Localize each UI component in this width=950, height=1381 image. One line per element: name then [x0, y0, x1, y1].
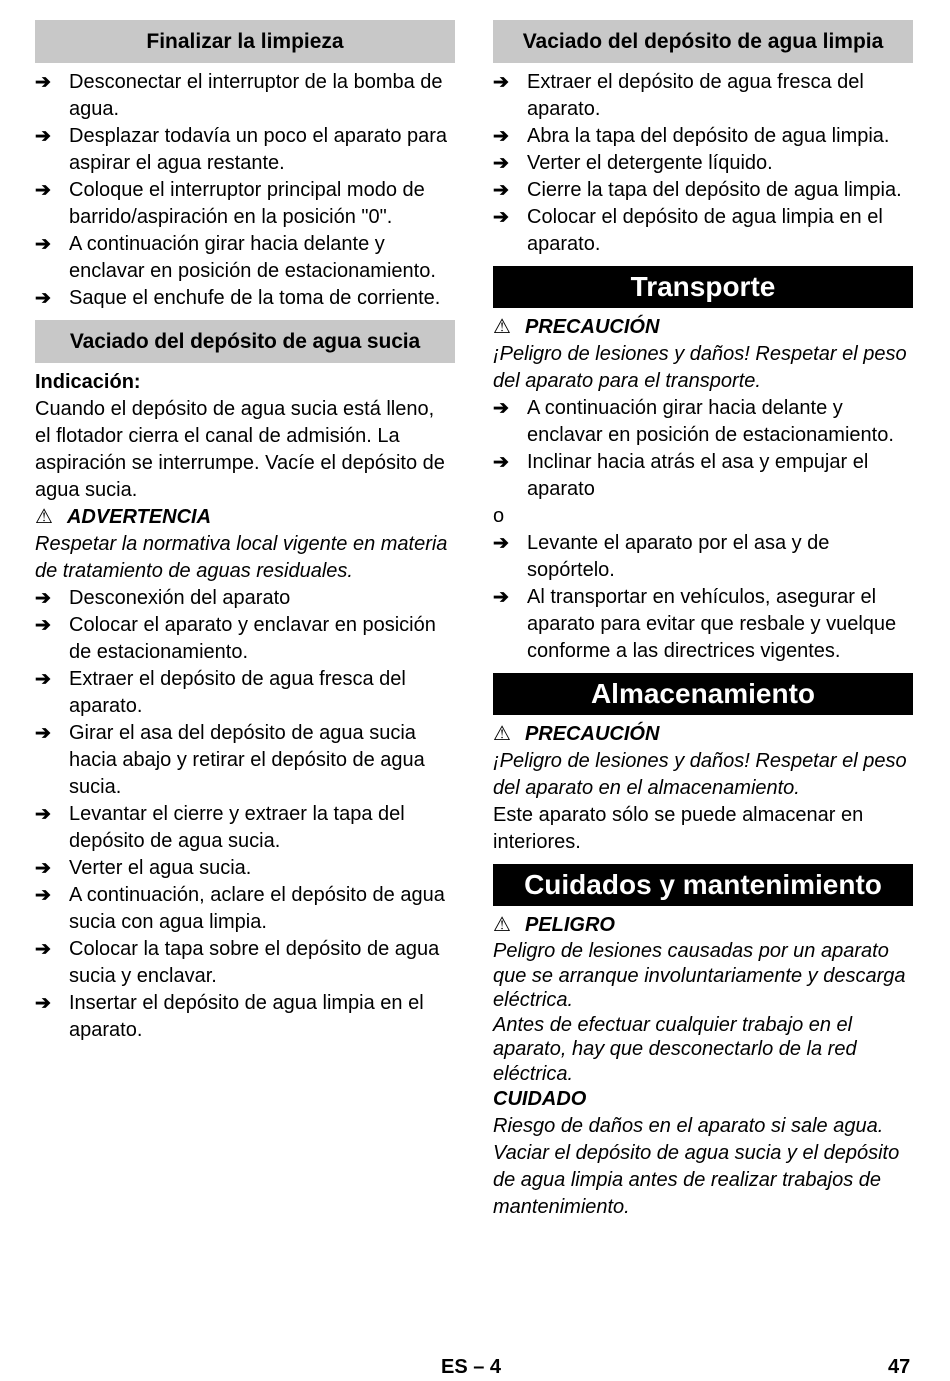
- arrow-right-icon: ➔: [493, 180, 509, 201]
- step-item: [35, 612, 455, 666]
- step-text: Levantar el cierre y extraer la tapa del depósito de agua sucia.: [69, 803, 405, 852]
- step-text: Girar el asa del depósito de agua sucia hacia abajo y retirar el depósito de agua sucia.: [69, 722, 425, 798]
- warning-triangle-icon: ⚠: [35, 506, 53, 528]
- danger-text-2: Antes de efectuar cualquier trabajo en el aparato, hay que desconectarlo de la red eléctrica.: [493, 1013, 857, 1085]
- caution-text-cuidado: Riesgo de daños en el aparato si sale agua. Vaciar el depósito de agua sucia y el depósito de agua limpia antes de realizar trabajos de mantenimiento.: [493, 1115, 900, 1218]
- step-item: [35, 177, 455, 231]
- note-label: Indicación:: [35, 371, 141, 393]
- step-item: [35, 666, 455, 720]
- step-text: Verter el detergente líquido.: [527, 152, 773, 174]
- arrow-right-icon: ➔: [35, 723, 51, 744]
- arrow-right-icon: ➔: [493, 153, 509, 174]
- step-item: [35, 69, 455, 123]
- step-item: [493, 69, 913, 123]
- arrow-right-icon: ➔: [35, 126, 51, 147]
- almacenamiento-caution-heading: [493, 721, 913, 748]
- arrow-right-icon: ➔: [493, 533, 509, 554]
- arrow-right-icon: ➔: [493, 126, 509, 147]
- step-item: [35, 990, 455, 1044]
- step-text: Colocar el aparato y enclavar en posición de estacionamiento.: [69, 614, 436, 663]
- step-item: [493, 177, 913, 204]
- step-item: [35, 285, 455, 312]
- arrow-right-icon: ➔: [35, 858, 51, 879]
- arrow-right-icon: ➔: [35, 588, 51, 609]
- step-item: [35, 231, 455, 285]
- step-item: [35, 882, 455, 936]
- footer-code: ES – 4: [441, 1356, 502, 1378]
- step-text: Desplazar todavía un poco el aparato para aspirar el agua restante.: [69, 125, 448, 174]
- arrow-right-icon: ➔: [35, 288, 51, 309]
- limpia-heading: Vaciado del depósito de agua limpia: [493, 20, 913, 63]
- left-column: [35, 20, 455, 1044]
- step-text: Al transportar en vehículos, asegurar el aparato para evitar que resbale y vuelque conforme a las directrices vigentes.: [527, 586, 897, 662]
- transporte-heading: Transporte: [493, 266, 913, 308]
- arrow-right-icon: ➔: [35, 993, 51, 1014]
- danger-heading: [493, 912, 913, 939]
- transporte-caution-text: ¡Peligro de lesiones y daños! Respetar el peso del aparato para el transporte.: [493, 343, 907, 392]
- step-item: [35, 855, 455, 882]
- almacenamiento-text: Este aparato sólo se puede almacenar en interiores.: [493, 804, 864, 853]
- almacenamiento-heading: Almacenamiento: [493, 673, 913, 715]
- arrow-right-icon: ➔: [35, 234, 51, 255]
- step-text: Extraer el depósito de agua fresca del aparato.: [69, 668, 406, 717]
- page-number: 47: [888, 1356, 911, 1378]
- caution-label: PRECAUCIÓN: [524, 723, 660, 745]
- arrow-right-icon: ➔: [493, 587, 509, 608]
- step-text: A continuación girar hacia delante y enclavar en posición de estacionamiento.: [69, 233, 436, 282]
- cuidados-heading: Cuidados y mantenimiento: [493, 864, 913, 906]
- step-text: Cierre la tapa del depósito de agua limpia.: [527, 179, 902, 201]
- step-item: [493, 150, 913, 177]
- step-text: Coloque el interruptor principal modo de barrido/aspiración en la posición "0".: [69, 179, 425, 228]
- sucia-steps: [35, 585, 455, 1044]
- arrow-right-icon: ➔: [35, 669, 51, 690]
- danger-text-1: Peligro de lesiones causadas por un aparato que se arranque involuntariamente y descarga eléctrica.: [493, 940, 906, 1011]
- almacenamiento-caution-text: ¡Peligro de lesiones y daños! Respetar el peso del aparato en el almacenamiento.: [493, 750, 907, 799]
- step-item: [35, 585, 455, 612]
- arrow-right-icon: ➔: [35, 885, 51, 906]
- finalizar-steps: [35, 69, 455, 312]
- warning-heading: [35, 504, 455, 531]
- caution-label-cuidado: CUIDADO: [493, 1088, 587, 1110]
- right-column: [493, 20, 913, 1221]
- step-item: [35, 936, 455, 990]
- step-item: [35, 123, 455, 177]
- arrow-right-icon: ➔: [35, 180, 51, 201]
- step-item: [35, 720, 455, 801]
- caution-triangle-icon: ⚠: [493, 316, 511, 338]
- step-item: [493, 584, 913, 665]
- step-item: [493, 449, 913, 503]
- caution-label: PRECAUCIÓN: [524, 316, 660, 338]
- danger-label: PELIGRO: [524, 914, 615, 936]
- step-text: Levante el aparato por el asa y de sopórtelo.: [527, 532, 830, 581]
- step-item: [35, 801, 455, 855]
- sucia-heading: Vaciado del depósito de agua sucia: [35, 320, 455, 363]
- step-text: Saque el enchufe de la toma de corriente.: [69, 287, 441, 309]
- step-text: Abra la tapa del depósito de agua limpia.: [527, 125, 890, 147]
- arrow-right-icon: ➔: [35, 804, 51, 825]
- transporte-caution-heading: [493, 314, 913, 341]
- arrow-right-icon: ➔: [493, 398, 509, 419]
- step-item: [493, 395, 913, 449]
- arrow-right-icon: ➔: [35, 72, 51, 93]
- arrow-right-icon: ➔: [493, 72, 509, 93]
- arrow-right-icon: ➔: [493, 452, 509, 473]
- step-text: Inclinar hacia atrás el asa y empujar el aparato: [527, 451, 869, 500]
- step-text: Desconexión del aparato: [69, 587, 291, 609]
- caution-triangle-icon: ⚠: [493, 723, 511, 745]
- arrow-right-icon: ➔: [35, 939, 51, 960]
- step-item: [493, 123, 913, 150]
- note-text: Cuando el depósito de agua sucia está lleno, el flotador cierra el canal de admisión. La aspiración se interrumpe. Vacíe el depósito de agua sucia.: [35, 398, 445, 501]
- arrow-right-icon: ➔: [493, 207, 509, 228]
- finalizar-heading: Finalizar la limpieza: [35, 20, 455, 63]
- step-text: Insertar el depósito de agua limpia en el aparato.: [69, 992, 424, 1041]
- step-text: Colocar el depósito de agua limpia en el aparato.: [527, 206, 883, 255]
- warning-text: Respetar la normativa local vigente en materia de tratamiento de aguas residuales.: [35, 533, 448, 582]
- step-text: Verter el agua sucia.: [69, 857, 252, 879]
- warning-label: ADVERTENCIA: [66, 506, 212, 528]
- step-text: A continuación girar hacia delante y enclavar en posición de estacionamiento.: [527, 397, 894, 446]
- step-text: A continuación, aclare el depósito de agua sucia con agua limpia.: [69, 884, 445, 933]
- arrow-right-icon: ➔: [35, 615, 51, 636]
- danger-triangle-icon: ⚠: [493, 914, 511, 936]
- step-item: [493, 204, 913, 258]
- limpia-steps: [493, 69, 913, 258]
- step-text: Desconectar el interruptor de la bomba de agua.: [69, 71, 443, 120]
- transporte-steps-b: [493, 530, 913, 665]
- step-text: Colocar la tapa sobre el depósito de agua sucia y enclavar.: [69, 938, 440, 987]
- step-text: Extraer el depósito de agua fresca del aparato.: [527, 71, 864, 120]
- step-item: [493, 530, 913, 584]
- or-text: o: [493, 505, 505, 527]
- transporte-steps-a: [493, 395, 913, 503]
